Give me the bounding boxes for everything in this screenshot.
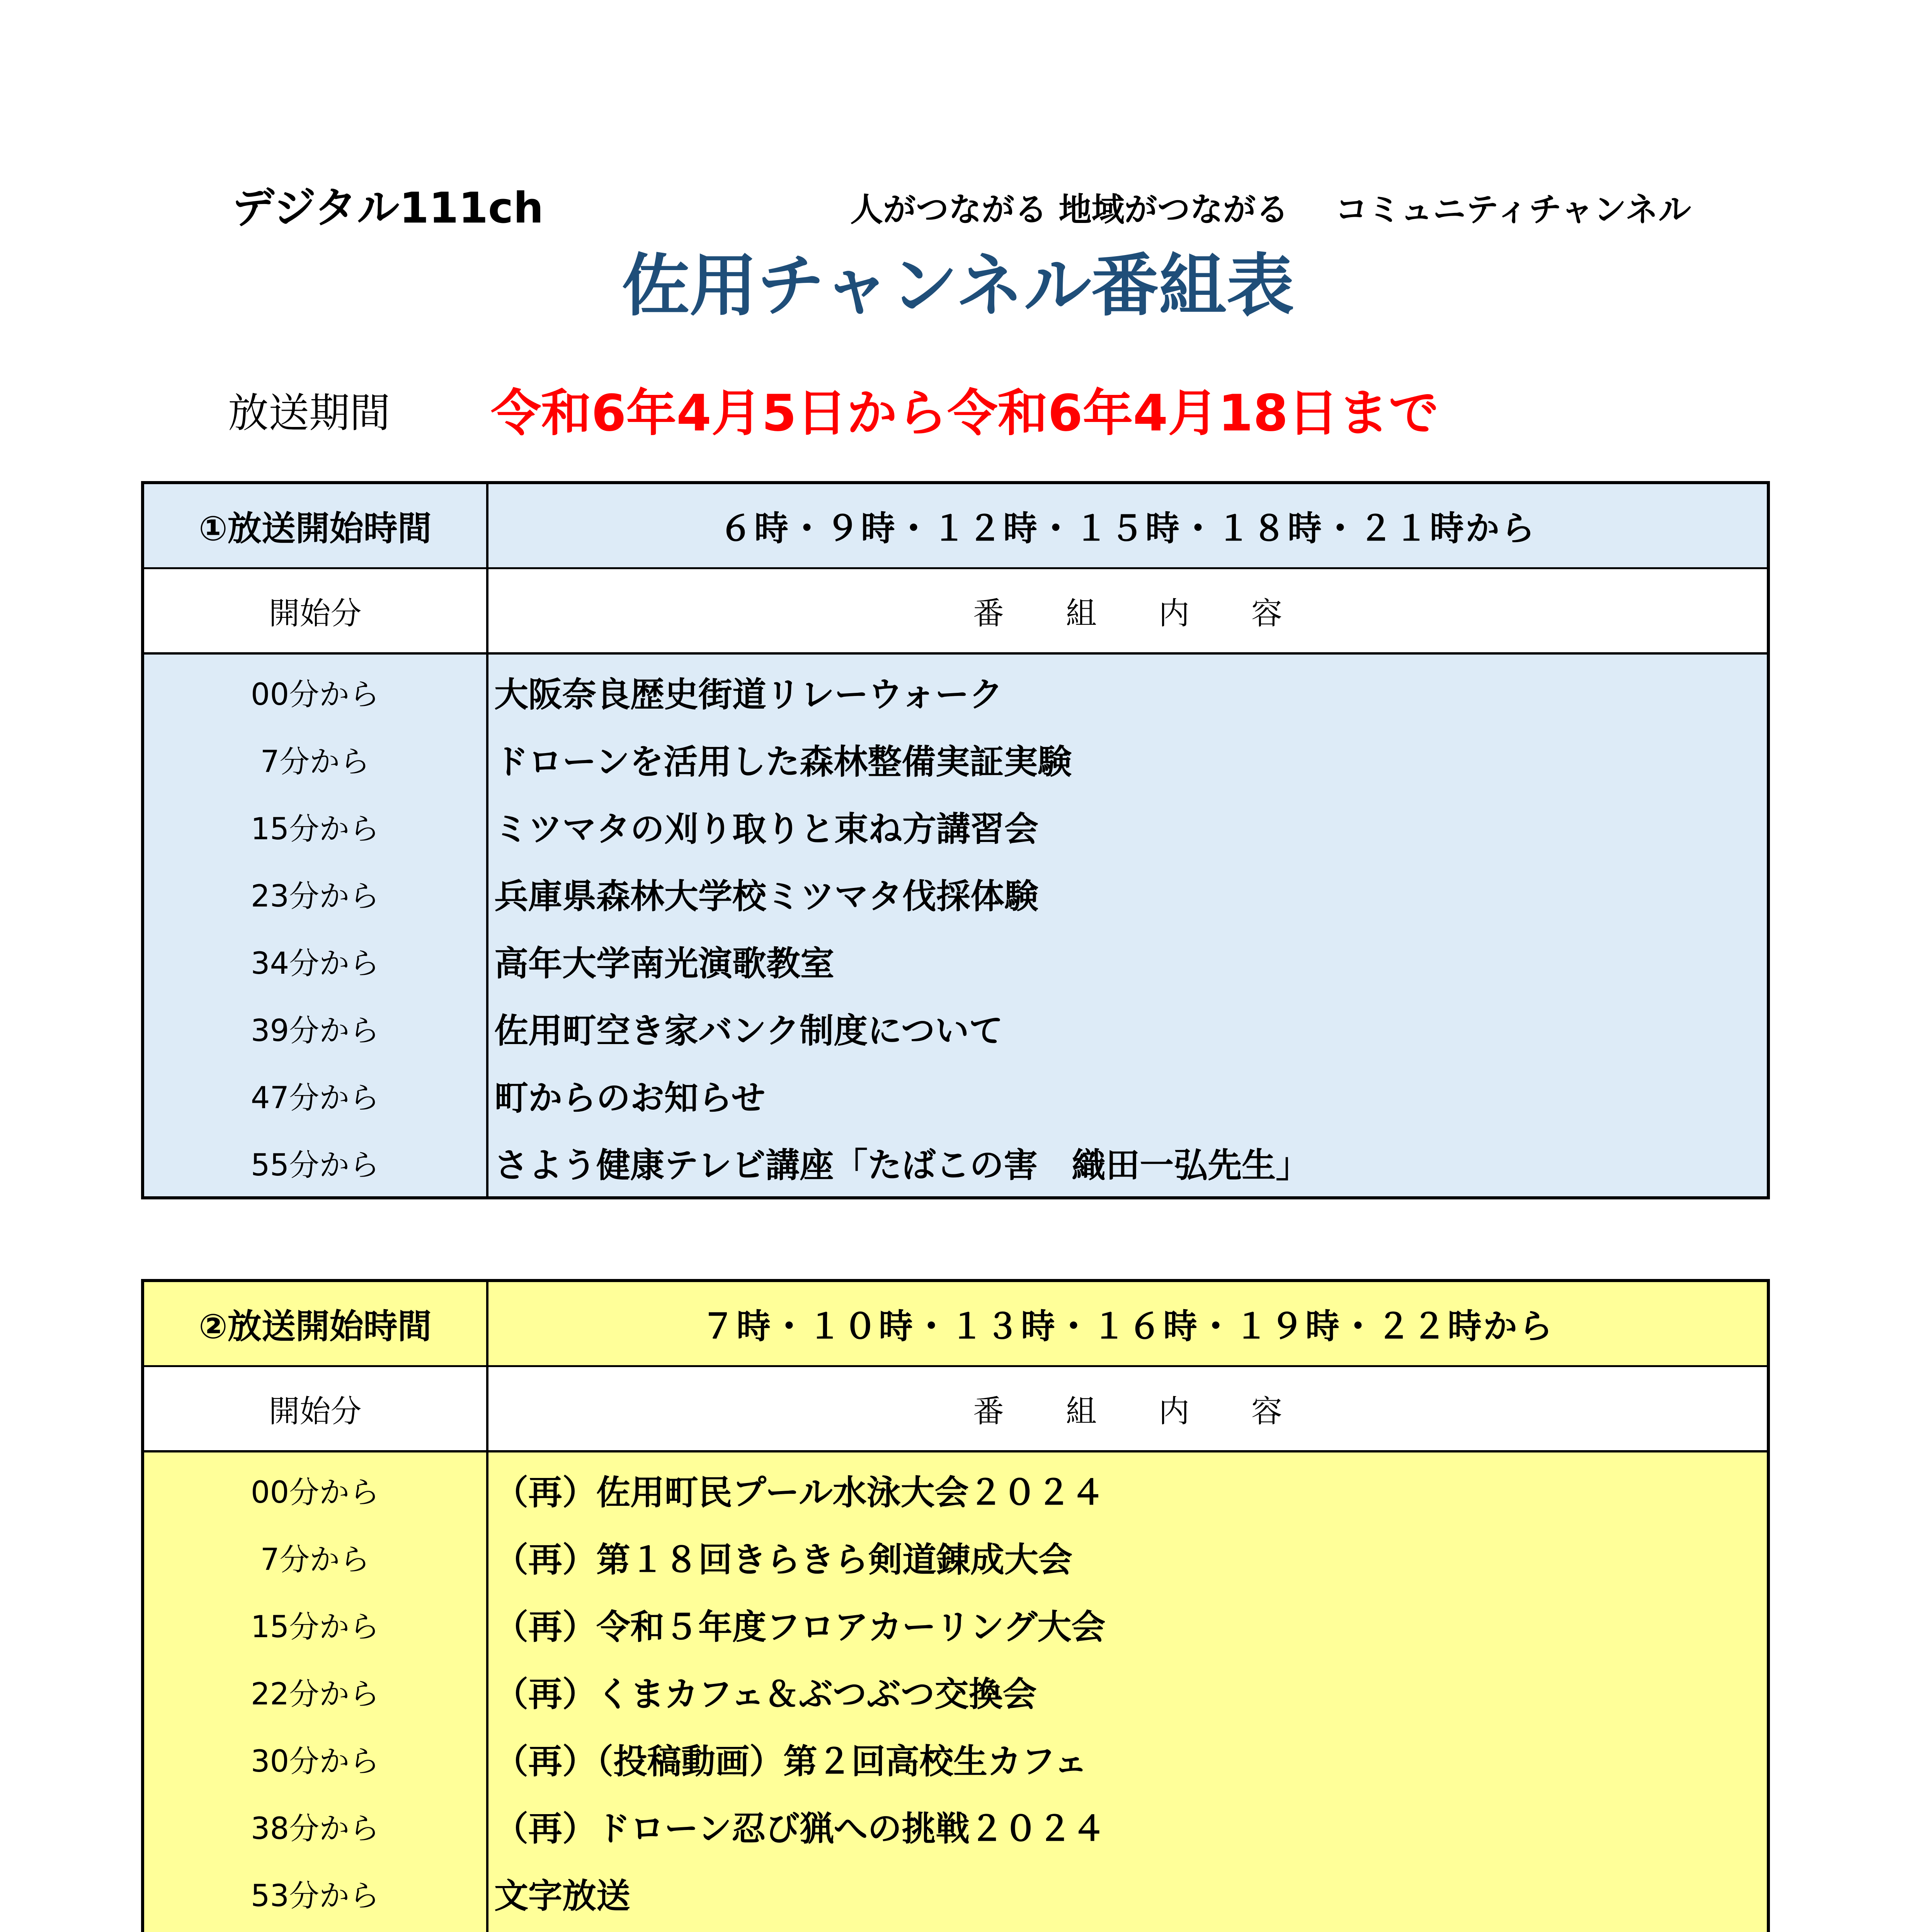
program-title: （再）令和５年度フロアカーリング大会	[494, 1607, 1106, 1647]
broadcast-period-value: 令和6年4月5日から令和6年4月18日まで	[491, 384, 1439, 442]
column-header-row	[144, 569, 1767, 655]
column-header-content: 番組内容	[973, 1393, 1344, 1429]
start-minute	[144, 1927, 486, 1932]
column-header-start-minute: 開始分	[144, 1367, 488, 1450]
program-title: （再）ドローン忍び猟への挑戦２０２４	[494, 1809, 1106, 1849]
time-column	[144, 655, 488, 1196]
program-title: （再）佐用町民プール水泳大会２０２４	[494, 1473, 1105, 1512]
start-minute: 15分から	[250, 812, 380, 847]
schedule-block-1	[141, 481, 1770, 1199]
start-minute: 22分から	[250, 1677, 380, 1712]
program-title: （再）第１８回きらきら剣道錬成大会	[494, 1540, 1073, 1580]
schedule-rows	[144, 655, 1767, 1196]
program-title: さよう健康テレビ講座「たばこの害 織田一弘先生」	[494, 1145, 1310, 1185]
block-header-row	[144, 1282, 1767, 1367]
start-minute: 30分から	[250, 1744, 380, 1779]
slogan-part-2: コミュニティチャンネル	[1335, 191, 1691, 229]
start-minute: 00分から	[250, 1475, 380, 1510]
program-title: 佐用町空き家バンク制度について	[494, 1011, 1003, 1051]
start-minute: 53分から	[250, 1879, 380, 1913]
slogan	[850, 184, 1691, 231]
start-minute: 34分から	[250, 946, 380, 981]
program-title: 兵庫県森林大学校ミツマタ伐採体験	[494, 876, 1039, 916]
block-label: ①放送開始時間	[144, 484, 488, 567]
start-minute: 55分から	[250, 1148, 380, 1183]
schedule-rows	[144, 1452, 1767, 1932]
start-minute: 7分から	[260, 745, 370, 779]
program-title: 町からのお知らせ	[494, 1078, 766, 1118]
program-title: 大阪奈良歴史街道リレーウォーク	[494, 675, 1003, 714]
schedule-block-2	[141, 1279, 1770, 1932]
program-title: 文字放送	[494, 1876, 631, 1916]
start-minute: 15分から	[250, 1610, 380, 1645]
page-title: 佐用チャンネル番組表	[622, 247, 1294, 325]
start-minute: 00分から	[250, 677, 380, 712]
column-header-row	[144, 1367, 1767, 1452]
time-column	[144, 1452, 488, 1932]
start-minute: 39分から	[250, 1014, 380, 1048]
program-title: 高年大学南光演歌教室	[494, 944, 835, 983]
broadcast-period-label: 放送期間	[228, 389, 391, 437]
program-column	[488, 655, 1767, 1196]
slogan-part-1: 人がつながる 地域がつながる	[850, 191, 1289, 229]
channel-number: デジタル111ch	[232, 183, 544, 233]
program-title	[488, 1927, 1767, 1932]
start-minute: 47分から	[250, 1081, 380, 1116]
column-header-content: 番組内容	[973, 595, 1344, 631]
block-header-row	[144, 484, 1767, 569]
program-title: （再）くまカフェ＆ぶつぶつ交換会	[494, 1674, 1037, 1714]
program-title: ドローンを活用した森林整備実証実験	[494, 742, 1072, 782]
start-minute: 23分から	[250, 879, 380, 914]
program-title: （再）（投稿動画）第２回高校生カフェ	[494, 1742, 1088, 1781]
start-minute: 38分から	[250, 1811, 380, 1846]
block-label: ②放送開始時間	[144, 1282, 488, 1365]
program-column	[488, 1452, 1767, 1932]
column-header-start-minute: 開始分	[144, 569, 488, 652]
start-minute: 7分から	[260, 1543, 370, 1577]
program-title: ミツマタの刈り取りと束ね方講習会	[494, 809, 1039, 849]
block-start-hours: ６時・９時・１２時・１５時・１８時・２１時から	[718, 508, 1537, 548]
block-start-hours: ７時・１０時・１３時・１６時・１９時・２２時から	[701, 1306, 1554, 1346]
